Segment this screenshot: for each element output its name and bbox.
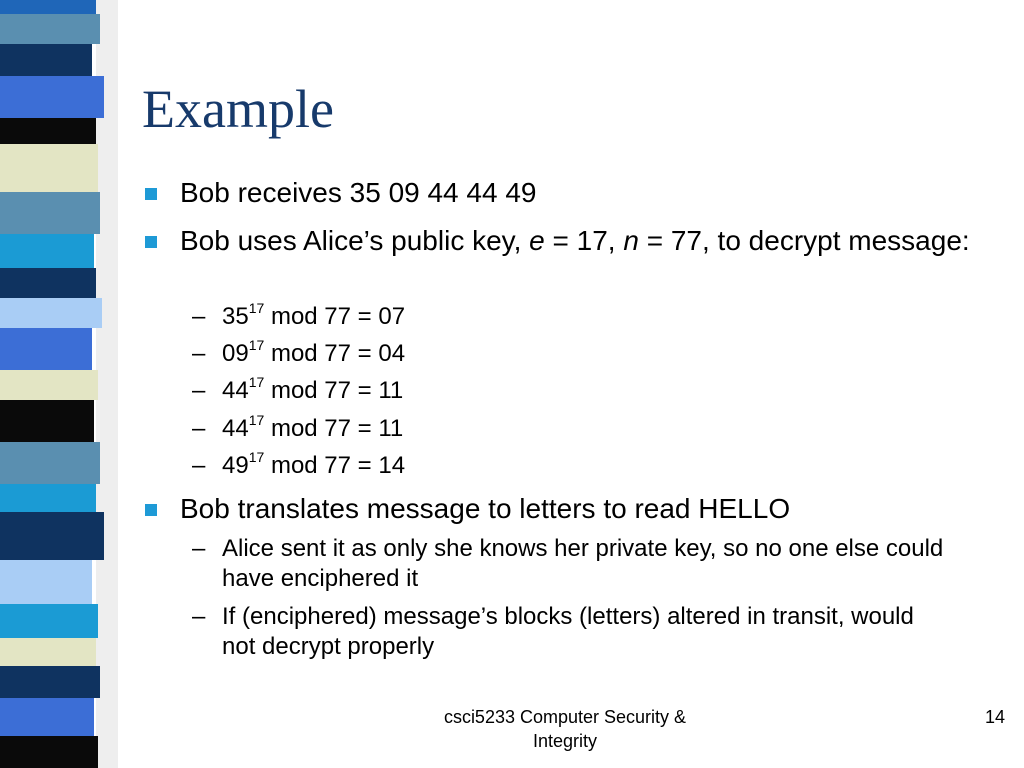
- stripe-segment: [0, 560, 92, 604]
- variable-e: e: [529, 225, 545, 256]
- slide-title: Example: [142, 79, 334, 139]
- sub-bullet-text: $09^{17}$ mod 77 = 04: [222, 337, 406, 367]
- bullet-item: [142, 176, 536, 210]
- stripe-segment: [0, 298, 102, 328]
- sub-bullet-text: $35^{17}$ mod 77 = 07: [222, 300, 406, 330]
- sub-bullet-text: $44^{17}$ mod 77 = 11: [222, 374, 404, 404]
- stripe-segment: [0, 192, 100, 234]
- sub-bullet-item: [192, 339, 405, 369]
- square-bullet-icon: [145, 188, 157, 200]
- dash-marker: –: [192, 377, 206, 404]
- bullet-text: Bob uses Alice’s public key, e = 17, n = 77, to decrypt message:: [180, 225, 970, 256]
- stripe-segment: [0, 484, 96, 512]
- sub-bullet-item: [192, 534, 952, 594]
- variable-n: n: [623, 225, 639, 256]
- sub-bullet-text: If (enciphered) message’s blocks (letters) altered in transit, would not decrypt properly: [222, 603, 914, 660]
- sub-bullet-text: Alice sent it as only she knows her private key, so no one else could have enciphered it: [222, 535, 944, 592]
- dash-marker: –: [192, 535, 206, 562]
- stripe-segment: [0, 638, 96, 666]
- sub-bullet-item: [192, 602, 952, 662]
- dash-marker: –: [192, 340, 206, 367]
- stripe-segment: [0, 234, 94, 268]
- square-bullet-icon: [145, 236, 157, 248]
- stripe-segment: [0, 736, 98, 768]
- decorative-stripe: [0, 0, 120, 768]
- bullet-text: Bob receives 35 09 44 44 49: [180, 177, 537, 208]
- bullet-item: [142, 224, 1002, 258]
- sub-bullet-item: [192, 414, 403, 444]
- sub-bullet-item: [192, 451, 405, 481]
- square-bullet-icon: [145, 504, 157, 516]
- page-number: 14: [984, 707, 1005, 727]
- stripe-segment: [0, 604, 98, 638]
- stripe-segment: [0, 118, 96, 144]
- sub-bullet-item: [192, 376, 403, 406]
- footer-course: csci5233 Computer Security & Integrity: [443, 707, 687, 751]
- stripe-segment: [0, 268, 96, 298]
- bullet-item: [142, 492, 790, 526]
- stripe-segment: [0, 0, 96, 14]
- dash-marker: –: [192, 303, 206, 330]
- stripe-segment: [0, 328, 92, 370]
- dash-marker: –: [192, 603, 206, 630]
- stripe-segment: [0, 512, 104, 560]
- bullet-text: Bob translates message to letters to read HELLO: [180, 493, 791, 524]
- stripe-segment: [0, 14, 100, 44]
- stripe-segment: [0, 400, 94, 442]
- dash-marker: –: [192, 415, 206, 442]
- stripe-segment: [0, 370, 98, 400]
- stripe-segment: [0, 76, 104, 118]
- stripe-segment: [0, 44, 92, 76]
- stripe-segment: [0, 442, 100, 484]
- dash-marker: –: [192, 452, 206, 479]
- stripe-segment: [0, 144, 98, 192]
- sub-bullet-text: $49^{17}$ mod 77 = 14: [222, 449, 406, 479]
- sub-bullet-text: $44^{17}$ mod 77 = 11: [222, 412, 404, 442]
- sub-bullet-item: [192, 302, 405, 332]
- stripe-segment: [0, 698, 94, 736]
- stripe-segment: [0, 666, 100, 698]
